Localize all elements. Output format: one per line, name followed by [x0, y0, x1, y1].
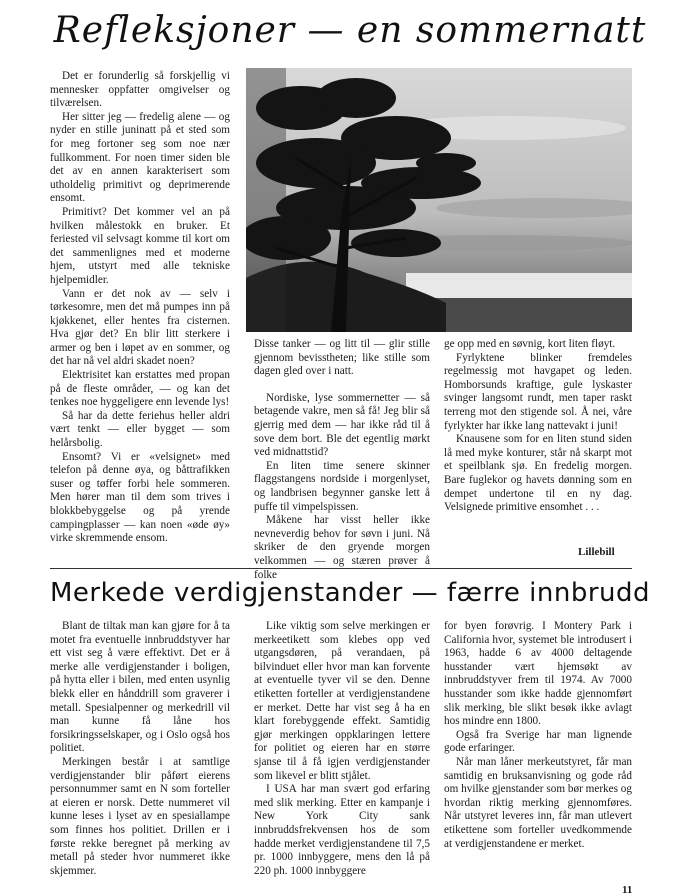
paragraph: Så har da dette feriehus heller aldri vært tenkt — eller bygget — som helårsbolig.	[50, 409, 230, 450]
paragraph: for byen forøvrig. I Montery Park i California hvor, systemet ble introdusert i 1963, hadde 6 av 4000 deltagende husstander vært hjemsøkt av innbruddstyver frem til 1974. Av 7000 husstander som ikke hadde gjennomført slik merking, ble slikt besøk ikke avlagt hos mindre enn 1800.	[444, 620, 632, 728]
article1-column-1	[50, 70, 230, 546]
paragraph: Knausene som for en liten stund siden lå med myke konturer, står nå skarpt mot et speilblank sjø. En fredelig morgen. Bare fuglekor og havets dønning som en dempet undertone til en ny dag. Velsignede primitive ensomhet . . .	[444, 433, 632, 514]
photo-pine-tree-sunset	[246, 68, 632, 332]
article1-column-3	[444, 338, 632, 515]
photo-illustration	[246, 68, 632, 332]
article2-column-1	[50, 620, 230, 878]
article2-column-2	[254, 620, 430, 878]
page-number: 11	[622, 884, 633, 896]
article1-column-2	[254, 338, 430, 582]
section-divider	[50, 568, 632, 569]
paragraph: Fyrlyktene blinker fremdeles regelmessig mot havgapet og leden. Homborsunds kraftige, gule lyskaster svinger langsomt rundt, men taper raskt terreng mot den stigende sol. Å nei, våre fyrlykter har ikke lang nattevakt i juni!	[444, 351, 632, 432]
paragraph: Disse tanker — og litt til — glir stille gjennom bevisstheten; like stille som dagen gled over i natt.	[254, 338, 430, 378]
paragraph: En liten time senere skinner flaggstangens nordside i morgenlyset, og landbrisen begynner ganske lett å puffe til vimpelspissen.	[254, 459, 430, 513]
article2-column-3	[444, 620, 632, 851]
paragraph: Merkingen består i at samtlige verdigjenstander blir påført eierens personnummer samt en N som forteller at eieren er norsk. Dette nummeret vil kunne leses i lyset av en spesiallampe som finnes hos politiet. Drillen er i første rekke beregnet på merking av metall på steder hvor nummeret ikke skjemmer.	[50, 755, 230, 877]
paragraph: Primitivt? Det kommer vel an på hvilken målestokk en bruker. Et feriested vil selvsagt komme til kort om det sammenlignes med et moderne hjem, utstyrt med alle tekniske hjelpemidler.	[50, 205, 230, 286]
paragraph: Elektrisitet kan erstattes med propan på de fleste områder, — og kan det tenkes noe hyggeligere enn levende lys!	[50, 369, 230, 409]
paragraph: Nordiske, lyse sommernetter — så betagende vakre, men så få! Jeg blir så gjerrig med dem — har ikke råd til å sove dem bort. Ble det egentlig mørkt ved midnattstid?	[254, 391, 430, 459]
article1-title: Refleksjoner — en sommernatt	[53, 10, 647, 51]
paragraph: Det er forunderlig så forskjellig vi mennesker oppfatter omgivelser og tilværelsen.	[50, 70, 230, 110]
author-signature: Lillebill	[578, 546, 615, 558]
paragraph: Blant de tiltak man kan gjøre for å ta motet fra eventuelle innbruddstyver har ett vist seg å være effektivt. Det er å merke alle verdigjenstander i boligen, på hytta eller i bilen, med enten usynlig blekk eller en hånddrill som graverer i metall. Spesialpenner og merkedrill vil man kunne få låne hos forsikringsselskaper, og i Oslo også hos politiet.	[50, 620, 230, 755]
paragraph: Like viktig som selve merkingen er merkeetikett som klebes opp ved utgangsdøren, på verandaen, på bilvinduet eller hvor man kan forvente at eventuelle tyver vil se den. Denne etiketten forteller at verdigjenstandene er merket. Dette har vist seg å ha en klart forebyggende effekt. Samtidig gjør merkingen oppklaringen lettere for politiet og eieren har en større sjanse til å få igjen verdigjenstander som likevel er blitt stjålet.	[254, 620, 430, 782]
paragraph: Også fra Sverige har man lignende gode erfaringer.	[444, 728, 632, 755]
paragraph: Her sitter jeg — fredelig alene — og nyder en stille juninatt på et sted som for meg fortoner seg som noe nær fullkomment. For noen timer siden ble det av en annen karakterisert som utholdelig primitivt og deprimerende ensomt.	[50, 110, 230, 205]
paragraph: ge opp med en søvnig, kort liten fløyt.	[444, 338, 616, 350]
paragraph: Måkene har visst heller ikke nevneverdig behov for søvn i juni. Nå skriker de den gryende morgen velkommen — og stæren prøver å folke	[254, 514, 430, 581]
paragraph: Ensomt? Vi er «velsignet» med telefon på denne øya, og båttrafikken suser og tøffer forbi hele sommeren. Men hører man til dem som trives i blokkbebyggelse og på yrende campingplasser — kan noen «øde øy» virke skremmende ensom.	[50, 450, 230, 545]
article2-title: Merkede verdigjenstander — færre innbrudd	[49, 578, 651, 608]
paragraph: Vann er det nok av — selv i tørkesomre, men det må pumpes inn på kjøkkenet, eller hentes fra cisternen. Hva gjør det? En blir litt sterkere i armer og ben i løpet av en sommer, og det har nå vel aldri skadet noen?	[50, 287, 230, 368]
paragraph: I USA har man svært god erfaring med slik merking. Etter en kampanje i New York City sank innbruddsfrekvensen hos de som hadde merket verdigjenstandene til 7,5 pr. 1000 innbyggere, mens den lå på 220 ph. 1000 innbyggere	[254, 783, 430, 877]
paragraph: Når man låner merkeutstyret, får man samtidig en bruksanvisning og gode råd om hvilke gjenstander som bør merkes og hvordan riktig merking gjennomføres. Når utstyret leveres inn, får man utlevert etikettene som forteller uvedkommende at verdigjenstandene er merket.	[444, 755, 632, 850]
